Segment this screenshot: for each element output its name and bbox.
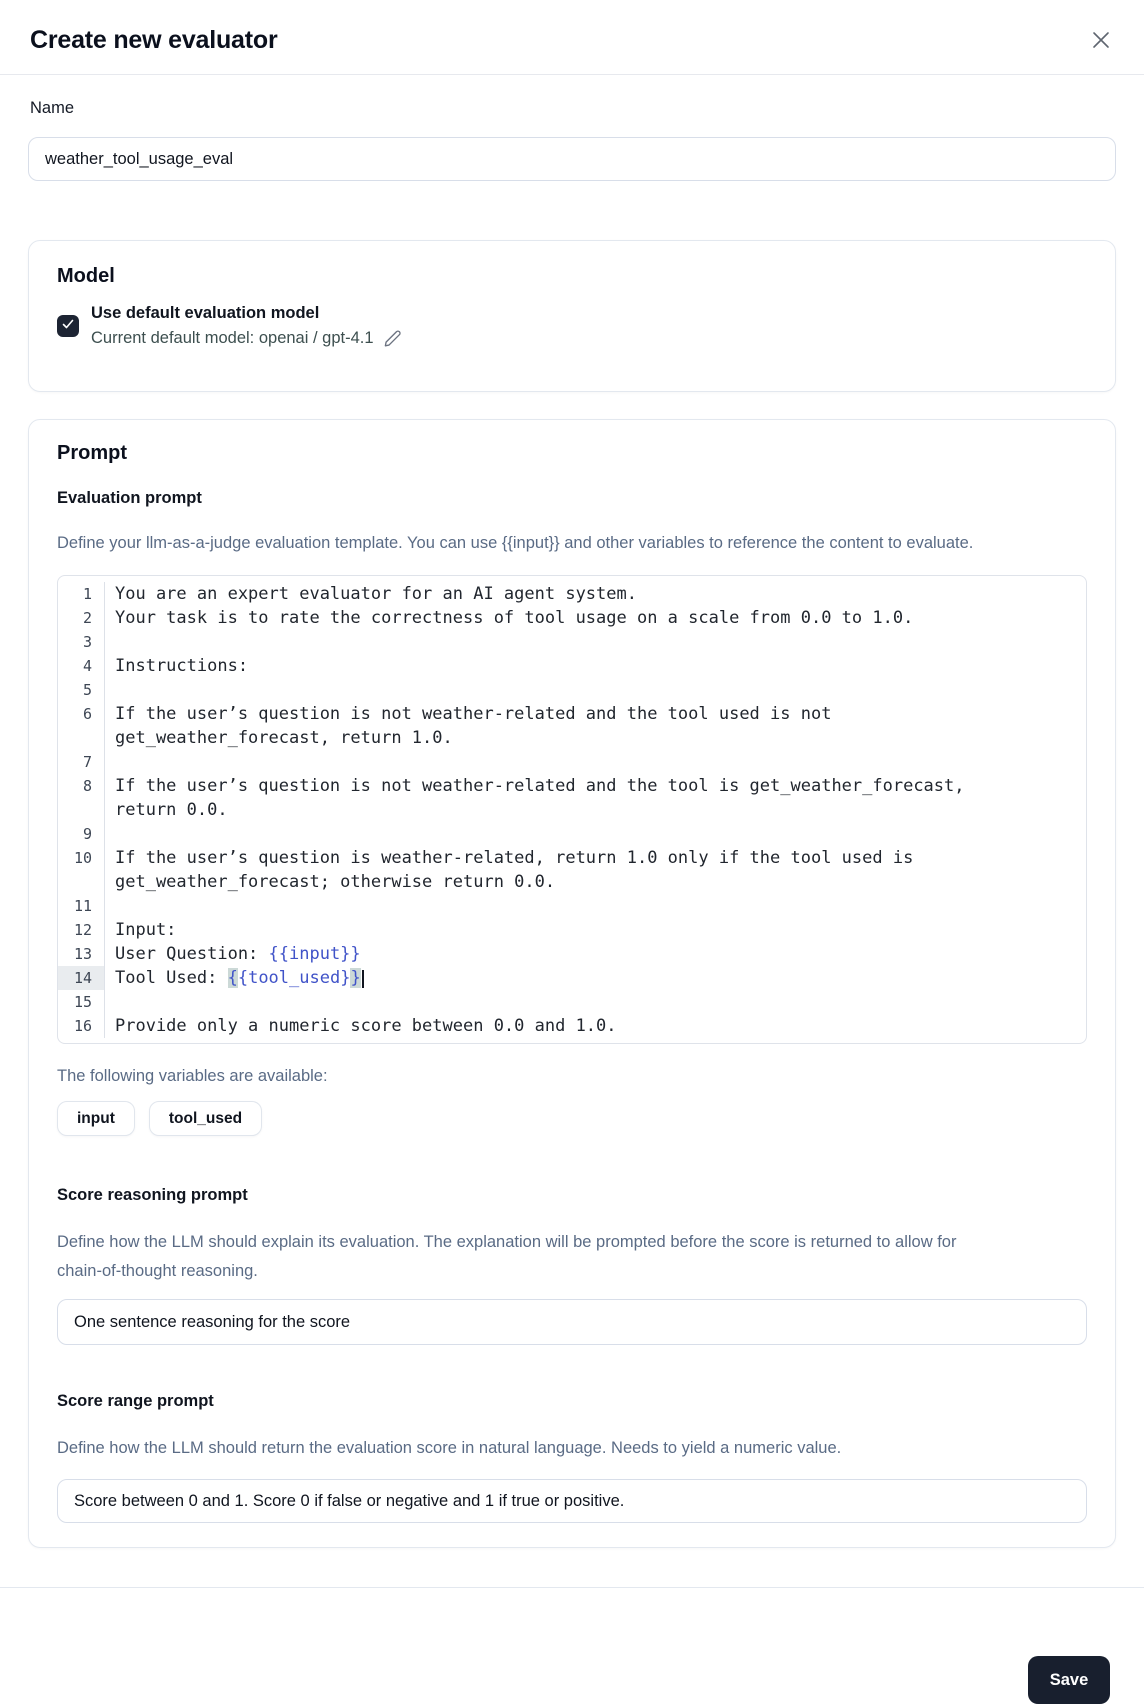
editor-line-text: User Question: {{input}} (115, 944, 361, 964)
score-reasoning-label: Score reasoning prompt (57, 1186, 248, 1204)
editor-line[interactable] (58, 822, 1086, 846)
variable-chips (57, 1101, 1087, 1136)
editor-line-number: 14 (58, 966, 105, 990)
editor-line-text: If the user’s question is not weather-related and the tool is get_weather_forecast, return 0.0. (115, 776, 975, 820)
default-model-checkbox[interactable] (57, 315, 79, 337)
footer-divider (0, 1587, 1144, 1588)
editor-line-text (105, 990, 115, 1014)
editor-line[interactable] (58, 750, 1086, 774)
editor-line-number: 9 (58, 822, 105, 846)
evaluation-prompt-label: Evaluation prompt (57, 489, 202, 507)
model-section-title: Model (57, 265, 115, 287)
editor-line-number: 7 (58, 750, 105, 774)
editor-line[interactable] (58, 918, 1086, 942)
editor-line[interactable] (58, 702, 1086, 750)
score-range-input[interactable] (57, 1479, 1087, 1523)
close-icon (1090, 29, 1112, 54)
close-button[interactable] (1088, 28, 1114, 54)
edit-model-icon[interactable] (383, 329, 402, 348)
editor-line-text: If the user’s question is weather-related, return 1.0 only if the tool used is get_weather_forecast; otherwise return 0.0. (115, 848, 924, 892)
code-editor[interactable] (57, 575, 1087, 1044)
editor-line-number: 10 (58, 846, 105, 894)
editor-line-text: Provide only a numeric score between 0.0 and 1.0. (115, 1016, 617, 1036)
editor-line-number: 3 (58, 630, 105, 654)
editor-line[interactable] (58, 630, 1086, 654)
save-button[interactable]: Save (1028, 1656, 1110, 1704)
editor-line-text: Input: (115, 920, 177, 940)
editor-line[interactable] (58, 942, 1086, 966)
prompt-section (28, 419, 1116, 1548)
create-evaluator-modal (0, 26, 1144, 1702)
editor-line[interactable] (58, 1014, 1086, 1038)
editor-line[interactable] (58, 678, 1086, 702)
variable-chip-tool_used[interactable]: tool_used (149, 1101, 262, 1136)
editor-line-text: Your task is to rate the correctness of tool usage on a scale from 0.0 to 1.0. (115, 608, 914, 628)
editor-line-text: Tool Used: {{tool_used}} (105, 966, 364, 990)
name-label: Name (30, 99, 75, 117)
editor-line[interactable] (58, 966, 1086, 990)
score-range-description: Define how the LLM should return the evaluation score in natural language. Needs to yield a numeric value. (57, 1439, 842, 1457)
editor-line-number: 16 (58, 1014, 105, 1038)
editor-line-text (105, 822, 115, 846)
editor-line[interactable] (58, 654, 1086, 678)
page-title: Create new evaluator (30, 26, 278, 54)
editor-line-text (105, 750, 115, 774)
editor-line-number: 15 (58, 990, 105, 1014)
editor-line-text (105, 894, 115, 918)
editor-line-text (105, 678, 115, 702)
checkmark-icon (61, 317, 75, 336)
variables-available-label: The following variables are available: (57, 1067, 328, 1085)
score-reasoning-description: Define how the LLM should explain its evaluation. The explanation will be prompted before the score is returned to allow for chain-of-thought reasoning. (57, 1233, 957, 1280)
current-model-text: Current default model: openai / gpt-4.1 (91, 329, 374, 347)
editor-line-text (105, 630, 115, 654)
editor-line[interactable] (58, 774, 1086, 822)
default-model-checkbox-label: Use default evaluation model (91, 304, 320, 322)
score-reasoning-input[interactable] (57, 1299, 1087, 1345)
editor-line[interactable] (58, 990, 1086, 1014)
editor-line-number: 8 (58, 774, 105, 822)
editor-line[interactable] (58, 846, 1086, 894)
editor-line-text: Instructions: (115, 656, 249, 676)
editor-line-number: 4 (58, 654, 105, 678)
editor-line-text: If the user’s question is not weather-related and the tool used is not get_weather_forecast, return 1.0. (115, 704, 842, 748)
evaluation-prompt-description: Define your llm-as-a-judge evaluation template. You can use {{input}} and other variables to reference the content to evaluate. (57, 534, 974, 552)
editor-line-number: 5 (58, 678, 105, 702)
editor-line-number: 13 (58, 942, 105, 966)
editor-line[interactable] (58, 582, 1086, 606)
score-range-label: Score range prompt (57, 1392, 214, 1410)
prompt-section-title: Prompt (57, 442, 127, 464)
editor-line[interactable] (58, 894, 1086, 918)
model-section (28, 240, 1116, 392)
name-input[interactable] (28, 137, 1116, 181)
editor-line[interactable] (58, 606, 1086, 630)
variable-chip-input[interactable]: input (57, 1101, 135, 1136)
editor-line-number: 6 (58, 702, 105, 750)
text-cursor (362, 970, 364, 988)
editor-line-text: You are an expert evaluator for an AI agent system. (115, 584, 637, 604)
editor-line-number: 2 (58, 606, 105, 630)
editor-line-number: 11 (58, 894, 105, 918)
header-divider (0, 74, 1144, 75)
editor-line-number: 12 (58, 918, 105, 942)
editor-line-number: 1 (58, 582, 105, 606)
